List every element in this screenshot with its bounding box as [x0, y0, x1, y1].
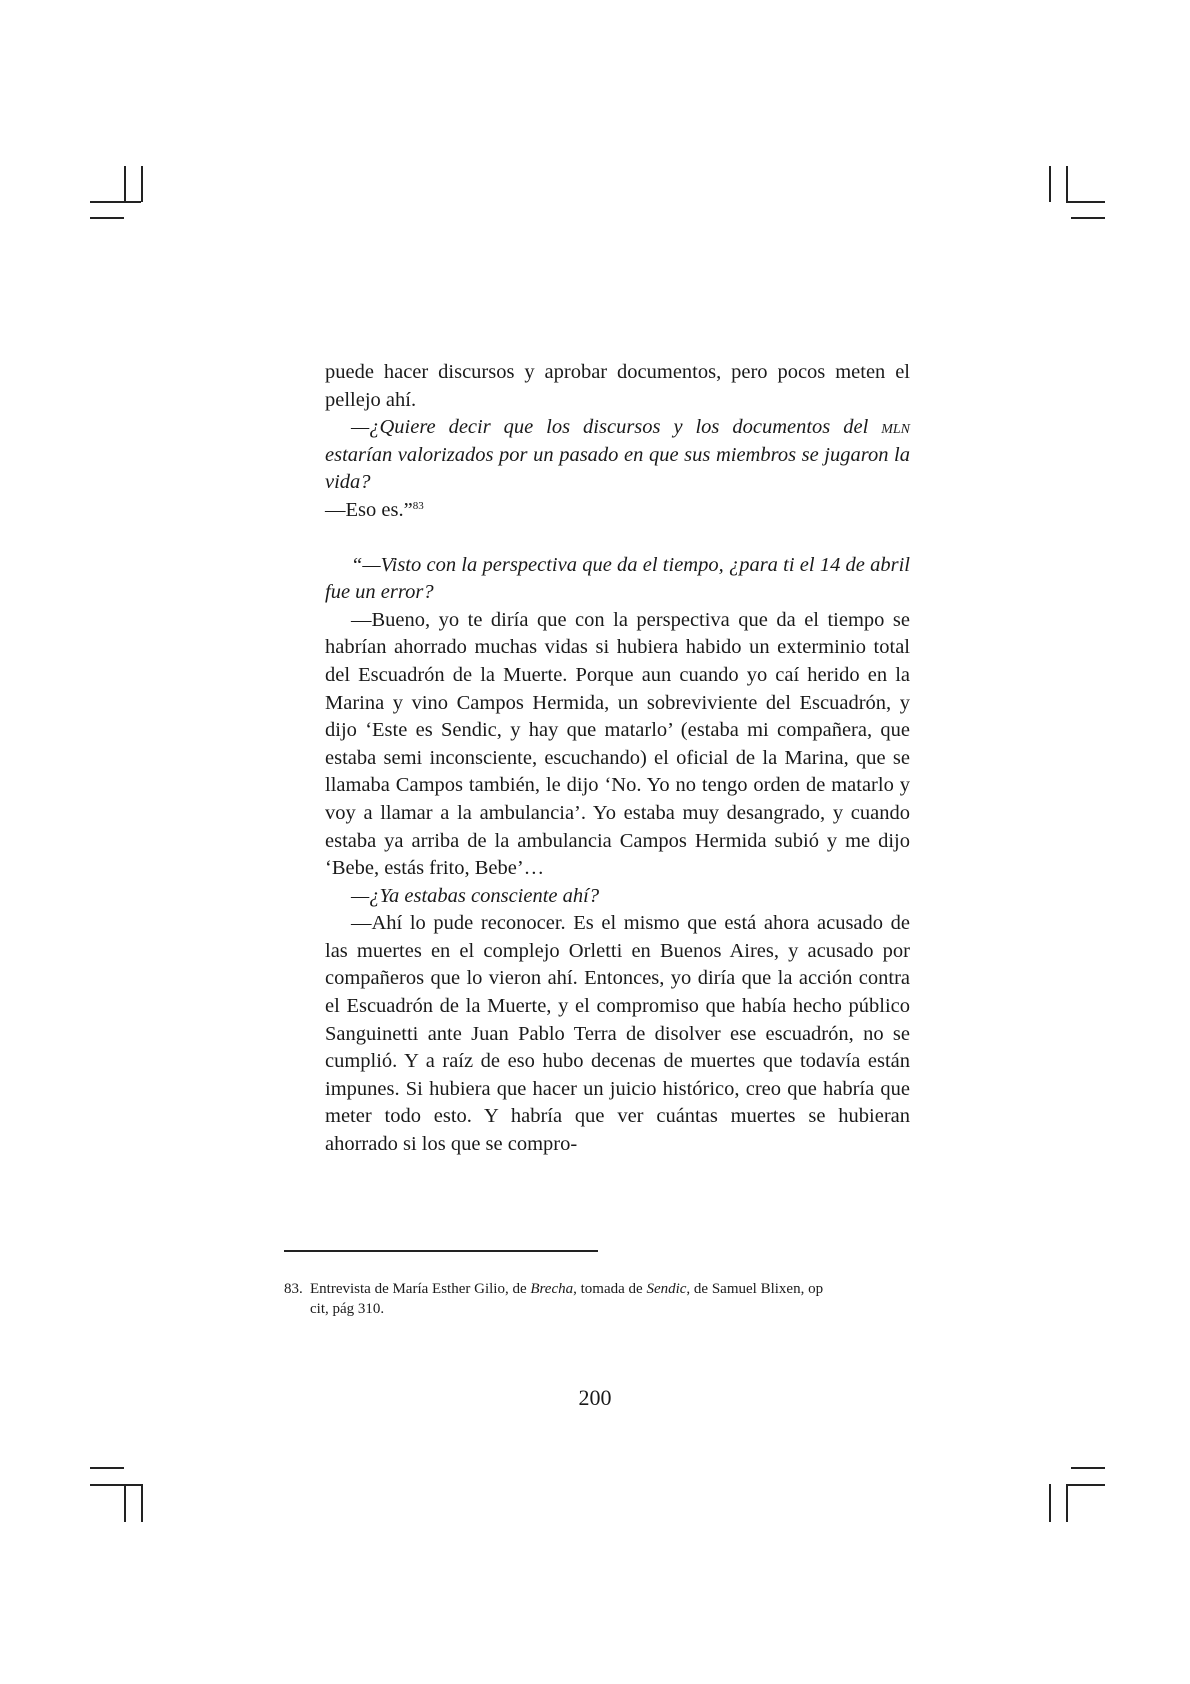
paragraph-answer: —Bueno, yo te diría que con la perspectiva que da el tiempo se habrían ahorrado muchas vidas si hubiera habido un exterminio total del Escuadrón de la Muerte. Porque aun cuando yo caí herido en la Marina y vino Campos Hermida, un sobreviviente del Escuadrón, y dijo ‘Este es Sendic, y hay que matarlo’ (estaba mi compañera, que estaba semi inconsciente, escuchando) el oficial de la Marina, que se llamaba Campos también, le dijo ‘No. Yo no tengo orden de matarlo y voy a llamar a la ambulancia’. Yo estaba muy desangrado, y cuando estaba ya arriba de la ambulancia Campos Hermida subió y me dijo ‘Bebe, estás frito, Bebe’… [325, 608, 910, 880]
crop-mark [1071, 1467, 1105, 1469]
crop-mark [1066, 1484, 1105, 1486]
main-text [325, 359, 910, 1159]
crop-mark [124, 166, 126, 202]
footnote-reference: 83 [412, 499, 424, 512]
crop-mark [90, 1467, 124, 1469]
page-number: 200 [578, 1385, 612, 1410]
crop-mark [1066, 201, 1105, 203]
acronym-mln: mln [881, 416, 910, 439]
crop-mark [124, 1484, 126, 1522]
crop-mark [1071, 217, 1105, 219]
crop-mark [1049, 166, 1051, 202]
paragraph-question: —¿Quiere decir que los discursos y los documentos del mln estarían valorizados por un pasado en que sus miembros se jugaron la vida? [325, 416, 910, 494]
paragraph: puede hacer discursos y aprobar documentos, pero pocos meten el pellejo ahí. [325, 361, 910, 411]
crop-mark [1066, 1484, 1068, 1522]
paragraph-answer: —Eso es.”$^{83}$ [325, 498, 424, 521]
crop-mark [1049, 1484, 1051, 1522]
footnote-number: 83. [284, 1281, 303, 1297]
crop-mark [1066, 166, 1068, 202]
footnote: 83. Entrevista de María Esther Gilio, de Brecha, tomada de Sendic, de Samuel Blixen, op cit, pág 310. [284, 1281, 824, 1317]
paragraph-question: “—Visto con la perspectiva que da el tiempo, ¿para ti el 14 de abril fue un error? [325, 553, 910, 604]
crop-mark [141, 1484, 143, 1522]
crop-mark [90, 1484, 141, 1486]
footnote-divider [284, 1250, 598, 1252]
paragraph-answer: —Ahí lo pude reconocer. Es el mismo que está ahora acusado de las muertes en el complejo Orletti en Buenos Aires, y acusado por compañeros que lo vieron ahí. Entonces, yo diría que la acción contra el Escuadrón de la Muerte, y el compromiso que había hecho público Sanguinetti ante Juan Pablo Terra de disolver ese escuadrón, no se cumplió. Y a raíz de eso hubo decenas de muertes que todavía están impunes. Si hubiera que hacer un juicio histórico, creo que habría que meter todo esto. Y habría que ver cuántas muertes se hubieran ahorrado si los que se compro- [325, 912, 910, 1156]
crop-mark [90, 217, 124, 219]
crop-mark [141, 166, 143, 202]
paragraph-question: —¿Ya estabas consciente ahí? [351, 884, 600, 907]
crop-mark [90, 201, 141, 203]
